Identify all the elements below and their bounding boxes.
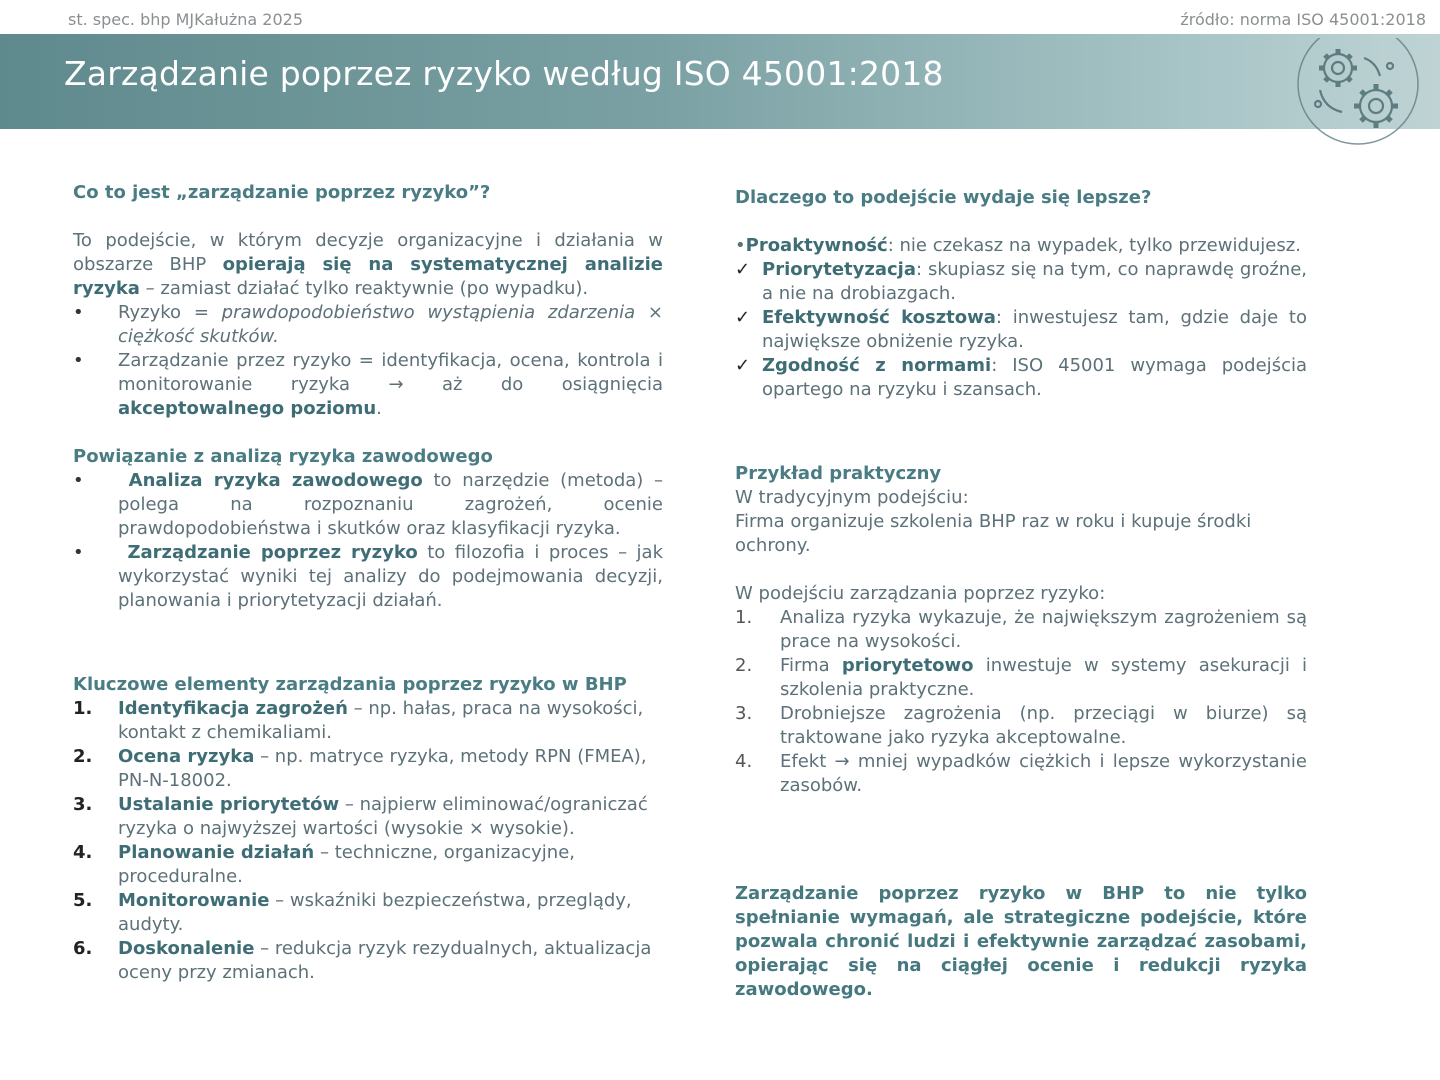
text-span: inwestuje w systemy asekuracji i szkolenia praktyczne. (780, 655, 1307, 700)
page-title: Zarządzanie poprzez ryzyko według ISO 45001:2018 (64, 54, 944, 93)
title-banner (0, 34, 1440, 129)
italic-text: prawdopodobieństwo wystąpienia zdarzenia × ciężkość skutków. (118, 302, 663, 347)
list-item (73, 349, 663, 421)
right-column (735, 186, 1307, 1002)
key-elements-list (73, 697, 663, 985)
number-marker: 4. (73, 842, 93, 863)
text-span: Ryzyko = (118, 302, 222, 323)
list-item (73, 841, 663, 889)
text-span: To podejście, w którym decyzje organizacyjne i działania w obszarze BHP (73, 230, 663, 275)
list-item (735, 306, 1307, 354)
bullet-icon: • (73, 350, 84, 371)
number-marker: 6. (73, 938, 93, 959)
bold-text: priorytetowo (841, 655, 974, 676)
example-steps-list (735, 606, 1307, 798)
traditional-label: W tradycyjnym podejściu: (735, 487, 969, 508)
text-span: Drobniejsze zagrożenia (np. przeciągi w biurze) są traktowane jako ryzyka akceptowalne. (780, 703, 1307, 748)
text-span: . (376, 398, 382, 419)
summary-paragraph: Zarządzanie poprzez ryzyko w BHP to nie tylko spełnianie wymagań, ale strategiczne podejście, które pozwala chronić ludzi i efektywnie zarządzać zasobami, opierając się na ciągłej ocenie i redukcji ryzyka zawodowego. (735, 883, 1307, 1000)
number-marker: 2. (735, 655, 753, 676)
left-column (73, 181, 663, 985)
number-marker: 4. (735, 751, 753, 772)
bold-text: Ustalanie priorytetów (118, 794, 340, 815)
section-title-example: Przykład praktyczny (735, 463, 942, 484)
list-item (73, 745, 663, 793)
bold-text: Doskonalenie (118, 938, 255, 959)
check-icon: ✓ (735, 307, 751, 328)
bold-text: opierają się na systematycznej analizie ryzyka (73, 254, 663, 299)
text-span: – redukcja ryzyk rezydualnych, aktualizacja oceny przy zmianach. (118, 938, 652, 983)
traditional-text: Firma organizuje szkolenia BHP raz w roku i kupuje środki ochrony. (735, 511, 1252, 556)
text-span: to narzędzie (metoda) – polega na rozpoznaniu zagrożeń, ocenie prawdopodobieństwa i skutków oraz klasyfikacji ryzyka. (118, 470, 663, 539)
number-marker: 3. (735, 703, 753, 724)
list-item (735, 750, 1307, 798)
bullet-icon: • (73, 542, 84, 563)
benefits-list (735, 258, 1307, 402)
number-marker: 5. (73, 890, 93, 911)
list-item (735, 606, 1307, 654)
bold-text: Zgodność z normami (762, 355, 992, 376)
bold-text: akceptowalnego poziomu (118, 398, 377, 419)
text-span: Zarządzanie przez ryzyko = identyfikacja, ocena, kontrola i monitorowanie ryzyka → aż do osiągnięcia (118, 350, 663, 395)
definition-paragraph (73, 229, 663, 301)
bold-text: Monitorowanie (118, 890, 270, 911)
text-span: : nie czekasz na wypadek, tylko przewidujesz. (887, 235, 1301, 256)
list-item (73, 697, 663, 745)
bold-text: Proaktywność (745, 235, 888, 256)
source-note: źródło: norma ISO 45001:2018 (1180, 10, 1426, 29)
text-span: – wskaźniki bezpieczeństwa, przeglądy, audyty. (118, 890, 632, 935)
risk-approach-label: W podejściu zarządzania poprzez ryzyko: (735, 583, 1106, 604)
text-span: to filozofia i proces – jak wykorzystać wyniki tej analizy do podejmowania decyzji, planowania i priorytetyzacji działań. (118, 542, 663, 611)
check-icon: ✓ (735, 259, 751, 280)
proactivity-paragraph (735, 234, 1307, 258)
section-title-key-elements: Kluczowe elementy zarządzania poprzez ryzyko w BHP (73, 674, 627, 695)
list-item (735, 258, 1307, 306)
bold-text: Ocena ryzyka (118, 746, 255, 767)
text-span: Analiza ryzyka wykazuje, że największym zagrożeniem są prace na wysokości. (780, 607, 1307, 652)
text-span: : skupiasz się na tym, co naprawdę groźne, a nie na drobiazgach. (762, 259, 1307, 304)
list-item (73, 793, 663, 841)
number-marker: 1. (735, 607, 753, 628)
text-span: : ISO 45001 wymaga podejścia opartego na ryzyku i szansach. (762, 355, 1307, 400)
text-span: – zamiast działać tylko reaktywnie (po wypadku). (139, 278, 589, 299)
list-item (73, 889, 663, 937)
bullet-icon: • (73, 470, 84, 491)
text-span: Efekt → mniej wypadków ciężkich i lepsze wykorzystanie zasobów. (780, 751, 1307, 796)
list-item (735, 702, 1307, 750)
section-title-relation: Powiązanie z analizą ryzyka zawodowego (73, 446, 493, 467)
list-item (73, 469, 663, 541)
check-icon: ✓ (735, 355, 751, 376)
bold-text: Identyfikacja zagrożeń (118, 698, 348, 719)
number-marker: 2. (73, 746, 93, 767)
text-span: – np. matryce ryzyka, metody RPN (FMEA), PN-N-18002. (118, 746, 647, 791)
bullet-icon: • (735, 235, 746, 256)
list-item (73, 301, 663, 349)
bullet-icon: • (73, 302, 84, 323)
text-span: Firma (780, 655, 842, 676)
text-span: : inwestujesz tam, gdzie daje to największe obniżenie ryzyka. (762, 307, 1307, 352)
list-item (735, 654, 1307, 702)
bold-text: Planowanie działań (118, 842, 315, 863)
list-item (73, 937, 663, 985)
relation-list (73, 469, 663, 613)
bold-text: Zarządzanie poprzez ryzyko (127, 542, 418, 563)
number-marker: 3. (73, 794, 93, 815)
definition-list (73, 301, 663, 421)
text-span: – np. hałas, praca na wysokości, kontakt z chemikaliami. (118, 698, 644, 743)
text-span: – techniczne, organizacyjne, proceduralne. (118, 842, 576, 887)
gears-icon (1294, 38, 1422, 166)
bold-text: Analiza ryzyka zawodowego (128, 470, 423, 491)
bold-text: Priorytetyzacja (762, 259, 916, 280)
author-note: st. spec. bhp MJKałużna 2025 (68, 10, 303, 29)
section-title-why-better: Dlaczego to podejście wydaje się lepsze? (735, 187, 1152, 208)
number-marker: 1. (73, 698, 93, 719)
section-title-definition: Co to jest „zarządzanie poprzez ryzyko”? (73, 182, 491, 203)
text-span: – najpierw eliminować/ograniczać ryzyka o najwyższej wartości (wysokie × wysokie). (118, 794, 648, 839)
list-item (735, 354, 1307, 402)
list-item (73, 541, 663, 613)
bold-text: Efektywność kosztowa (762, 307, 996, 328)
